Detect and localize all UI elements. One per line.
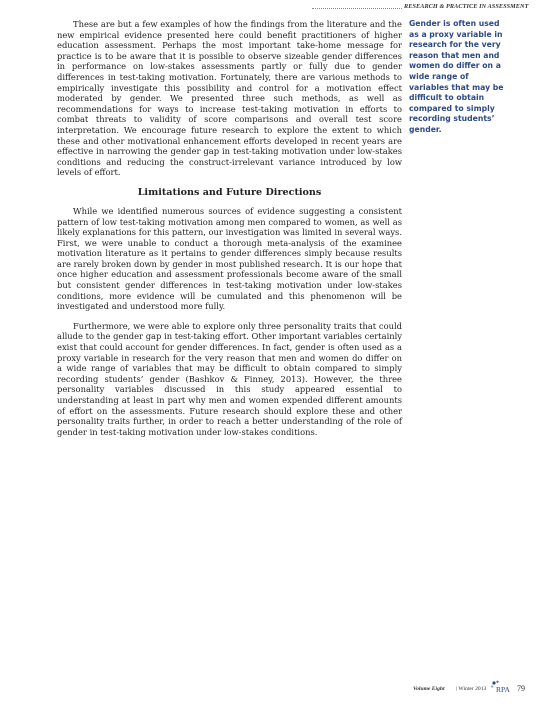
body-paragraph-1: These are but a few examples of how the findings from the literature and the new empirical evidence presented here could benefit practitioners of higher education assessment. Perhaps the most important take-home message for practice is to be aware that it is possible to observe sizeable gender differences in performance on low-stakes assessments partly or fully due to gender differences in test-taking motivation. Fortunately, there are various methods to empirically investigate this possibility and control for a motivation effect moderated by gender. We presented three such methods, as well as recommendations for ways to increase test-taking motivation in efforts to combat threats to validity of score comparisons and overall test score interpretation. We encourage future research to explore the extent to which these and other motivational enhancement efforts developed in recent years are effective in narrowing the gender gap in test-taking motivation under low-stakes conditions and reducing the construct-irrelevant variance introduced by low levels of effort. [57,19,402,178]
footer-issue: | Winter 2013 [456,686,487,692]
body-paragraph-3: Furthermore, we were able to explore only three personality traits that could allude to the gender gap in test-taking effort. Other important variables certainly exist that could account for gender differences. In fact, gender is often used as a proxy variable in research for the very reason that men and women do differ on a wide range of variables that may be difficult to obtain compared to simply recording students’ gender (Bashkov & Finney, 2013). However, the three personality variables discussed in this study appeared essential to understanding at least in part why men and women expended different amounts of effort on the assessments. Future research should explore these and other personality traits further, in order to reach a better understanding of the role of gender in test-taking motivation under low-stakes conditions. [57,320,402,437]
page-number: 79 [517,684,525,693]
footer-journal-volume: Volume Eight [413,686,445,692]
body-paragraph-2: While we identified numerous sources of evidence suggesting a consistent pattern of low test-taking motivation among men compared to women, as well as likely explanations for this pattern, our investigation was limited in several ways. First, we were unable to conduct a thorough meta-analysis of the examinee motivation literature as it pertains to gender differences simply because results are rarely broken down by gender in most published research. It is our hope that once higher education and assessment professionals become aware of the small but consistent gender differences in test-taking motivation under low-stakes conditions, more evidence will be cumulated and this phenomenon will be investigated and understood more fully. [57,205,402,312]
sidebar-pullquote: Gender is often used as a proxy variable in research for the very reason that men and women do differ on a wide range of variables that may be difficult to obtain compared to simply recording students’ gender. [409,19,504,134]
logo-text: RPA [496,685,510,694]
page-footer [404,682,544,696]
section-heading: Limitations and Future Directions [137,186,322,198]
header-dotted-rule [312,8,402,9]
section-header-title: RESEARCH & PRACTICE IN ASSESSMENT [404,3,529,10]
article-body [57,19,402,446]
rpa-logo-icon [490,680,514,694]
